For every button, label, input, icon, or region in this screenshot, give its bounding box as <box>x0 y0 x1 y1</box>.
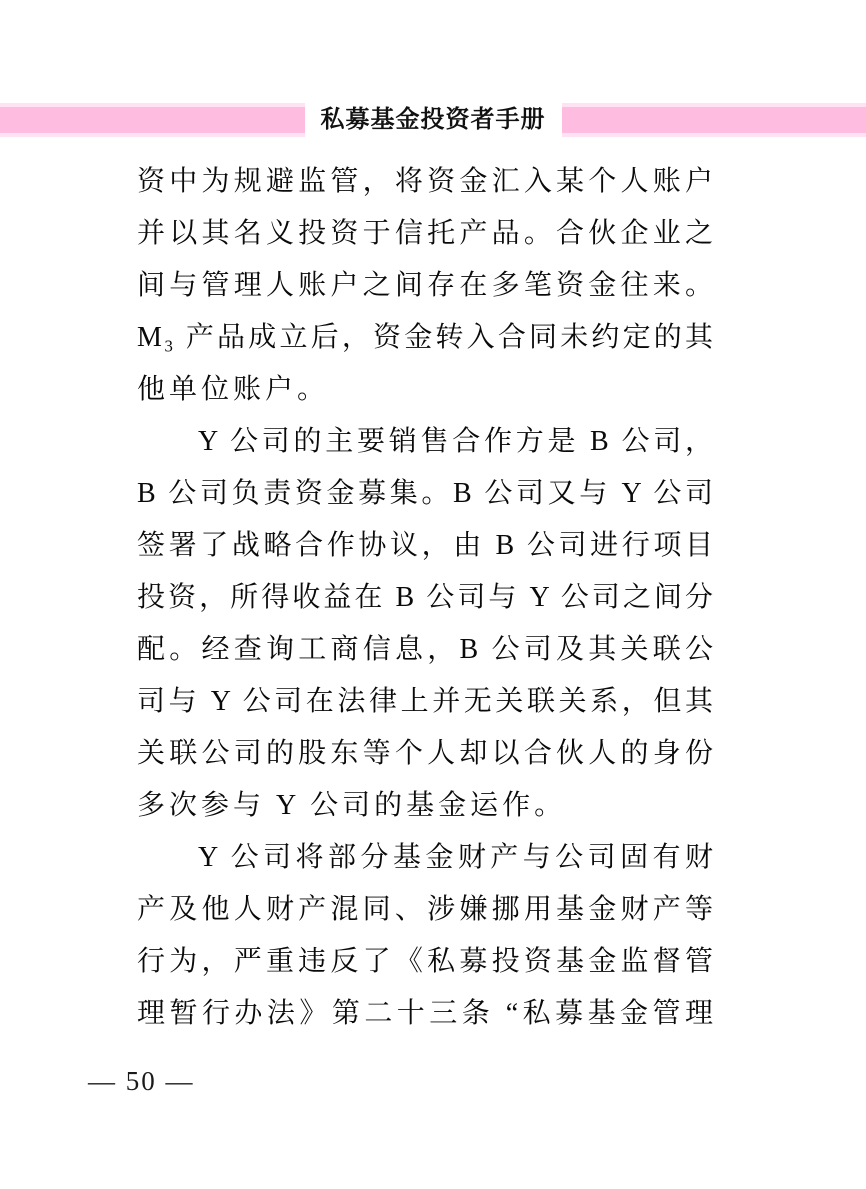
text-line: 行为，严重违反了《私募投资基金监督管 <box>137 946 715 977</box>
text-line: 间与管理人账户之间存在多笔资金往来。 <box>137 270 715 301</box>
text-line: 并以其名义投资于信托产品。合伙企业之 <box>137 218 715 249</box>
header-rule-right <box>562 103 866 137</box>
header-rule-left <box>0 103 305 137</box>
header-rule-right-core <box>562 107 866 133</box>
page-number: — 50 — <box>88 1066 195 1096</box>
running-head-title: 私募基金投资者手册 <box>320 107 546 133</box>
text-line: 签署了战略合作协议，由 B 公司进行项目 <box>137 530 715 561</box>
text-line: 产及他人财产混同、涉嫌挪用基金财产等 <box>137 894 715 925</box>
text-line: 理暂行办法》第二十三条 “私募基金管理 <box>137 998 715 1029</box>
text-line: 多次参与 Y 公司的基金运作。 <box>137 790 567 821</box>
text-line: 资中为规避监管，将资金汇入某个人账户 <box>137 166 715 197</box>
text-line: 他单位账户。 <box>137 374 330 405</box>
text-line: 司与 Y 公司在法律上并无关联关系，但其 <box>137 686 715 717</box>
text-line: 配。经查询工商信息，B 公司及其关联公 <box>137 634 715 665</box>
header-rule-left-core <box>0 107 305 133</box>
text-line: 投资，所得收益在 B 公司与 Y 公司之间分 <box>137 582 715 613</box>
text-line: Y 公司将部分基金财产与公司固有财 <box>198 842 715 873</box>
text-line: Y 公司的主要销售合作方是 B 公司， <box>198 426 715 457</box>
text-line: B 公司负责资金募集。B 公司又与 Y 公司 <box>137 478 715 509</box>
text-line: 关联公司的股东等个人却以合伙人的身份 <box>137 738 715 769</box>
body-text <box>137 156 715 1040</box>
text-line: M₃ 产品成立后，资金转入合同未约定的其 <box>137 322 715 353</box>
running-head <box>0 103 866 137</box>
